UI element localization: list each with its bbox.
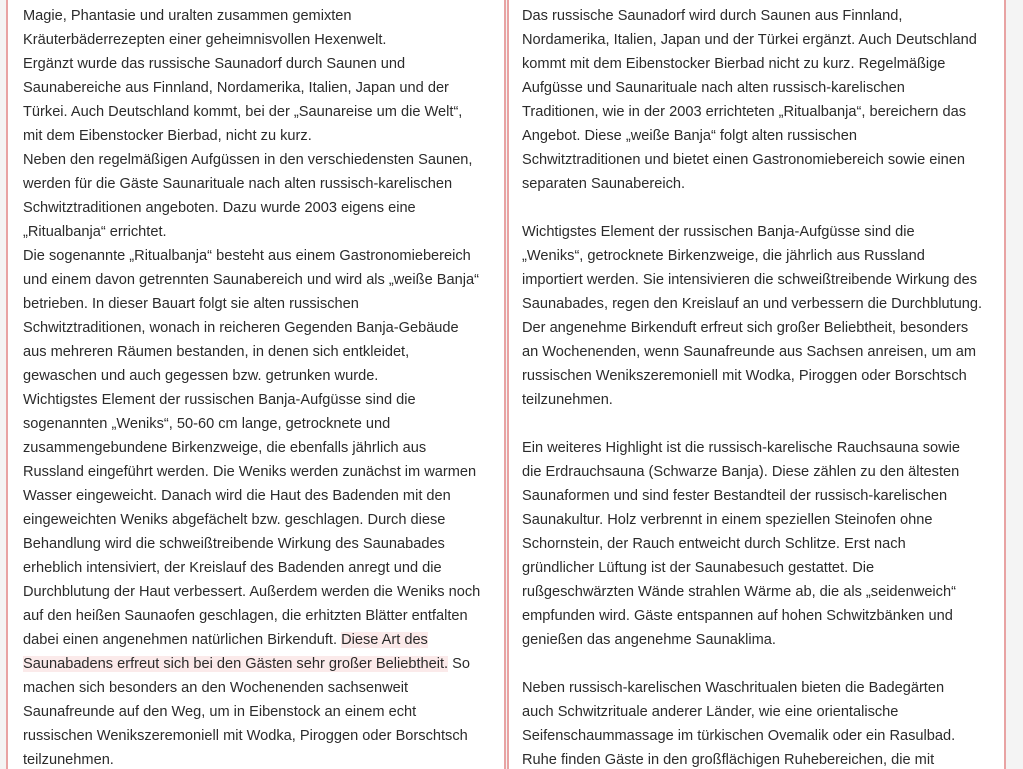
text-line: Wichtigstes Element der russischen Banja-Aufgüsse sind die [23, 392, 416, 408]
text-line: und einem davon getrennten Saunabereich und wird als „weiße Banja“ [23, 272, 479, 288]
text-line: separaten Saunabereich. [522, 176, 686, 192]
text-line: mit dem Eibenstocker Bierbad, nicht zu kurz. [23, 128, 312, 144]
paragraph-gap [522, 412, 982, 436]
text-line: auch Schwitzrituale anderer Länder, wie eine orientalische [522, 704, 899, 720]
text-line: eingeweichten Weniks abgefächelt bzw. geschlagen. Durch diese [23, 512, 446, 528]
text-line: Behandlung wird die schweißtreibende Wirkung des Saunabades [23, 536, 445, 552]
text-line: gründlicher Lüftung ist der Saunabesuch gestattet. Die [522, 560, 875, 576]
text-line: an Wochenenden, wenn Saunafreunde aus Sachsen anreisen, um am [522, 344, 977, 360]
original-text-pane [6, 0, 506, 769]
text-line: Schwitztraditionen und bietet einen Gastronomiebereich sowie einen [522, 152, 965, 168]
paragraph-gap [522, 652, 982, 676]
text-line: Wasser eingeweicht. Danach wird die Haut des Badenden mit den [23, 488, 451, 504]
text-line: Saunabades, regen den Kreislauf an und verbessern die Durchblutung. [522, 296, 983, 312]
text-line: kommt mit dem Eibenstocker Bierbad nicht zu kurz. Regelmäßige [522, 56, 946, 72]
text-line: importiert werden. Sie intensivieren die schweißtreibende Wirkung des [522, 272, 978, 288]
text-line: Schwitztraditionen, wonach in reicheren Gegenden Banja-Gebäude [23, 320, 459, 336]
text-line: betrieben. In dieser Bauart folgt sie alten russischen [23, 296, 359, 312]
highlighted-sentence[interactable]: Diese Art des [341, 632, 428, 648]
text-line: Neben russisch-karelischen Waschritualen bieten die Badegärten [522, 680, 945, 696]
text-line: Türkei. Auch Deutschland kommt, bei der „Saunareise um die Welt“, [23, 104, 463, 120]
text-line: Traditionen, wie in der 2003 errichteten „Ritualbanja“, bereichern das [522, 104, 967, 120]
text-segment: dabei einen angenehmen natürlichen Birkenduft. [23, 632, 342, 648]
text-line: Kräuterbäderrezepten einer geheimnisvollen Hexenwelt. [23, 32, 387, 48]
text-line: Nordamerika, Italien, Japan und der Türkei ergänzt. Auch Deutschland [522, 32, 977, 48]
text-line: genießen das angenehme Saunaklima. [522, 632, 776, 648]
text-line: Saunaformen und sind fester Bestandteil der russisch-karelischen [522, 488, 948, 504]
text-line: Schwitztraditionen angeboten. Dazu wurde 2003 eigens eine [23, 200, 416, 216]
text-line: teilzunehmen. [522, 392, 613, 408]
text-line: Ruhe finden Gäste in den großflächigen Ruhebereichen, die mit [522, 752, 935, 768]
text-line: „Ritualbanja“ errichtet. [23, 224, 167, 240]
text-line: Durchblutung der Haut verbessert. Außerdem werden die Weniks noch [23, 584, 481, 600]
text-line: Aufgüsse und Saunarituale nach alten russisch-karelischen [522, 80, 905, 96]
text-line: werden für die Gäste Saunarituale nach alten russisch-karelischen [23, 176, 453, 192]
text-line: Saunakultur. Holz verbrennt in einem speziellen Steinofen ohne [522, 512, 933, 528]
text-line: erheblich intensiviert, der Kreislauf des Badenden anregt und die [23, 560, 442, 576]
original-text[interactable] [23, 4, 480, 769]
text-line: Saunafreunde auf den Weg, um in Eibenstock an einem echt [23, 704, 417, 720]
paragraph-gap [522, 196, 982, 220]
text-line: Magie, Phantasie und uralten zusammen gemixten [23, 8, 352, 24]
text-line: aus mehreren Räumen bestanden, in denen sich entkleidet, [23, 344, 410, 360]
text-line: „Weniks“, getrocknete Birkenzweige, die jährlich aus Russland [522, 248, 925, 264]
text-line: Russland eingeführt werden. Die Weniks werden zunächst im warmen [23, 464, 477, 480]
text-line: Seifenschaummassage im türkischen Ovemalik oder ein Rasulbad. [522, 728, 956, 744]
text-line: Wichtigstes Element der russischen Banja-Aufgüsse sind die [522, 224, 915, 240]
text-line: teilzunehmen. [23, 752, 114, 768]
text-line: Die sogenannte „Ritualbanja“ besteht aus einem Gastronomiebereich [23, 248, 471, 264]
text-line: sogenannten „Weniks“, 50-60 cm lange, getrocknete und [23, 416, 391, 432]
text-line: Ergänzt wurde das russische Saunadorf durch Saunen und [23, 56, 406, 72]
text-line: russischen Wenikszeremoniell mit Wodka, Piroggen oder Borschtsch [23, 728, 468, 744]
text-line: zusammengebundene Birkenzweige, die ebenfalls jährlich aus [23, 440, 427, 456]
text-line: Angebot. Diese „weiße Banja“ folgt alten russischen [522, 128, 858, 144]
text-segment: So [448, 656, 471, 672]
text-line: Neben den regelmäßigen Aufgüssen in den verschiedensten Saunen, [23, 152, 473, 168]
text-line: machen sich besonders an den Wochenenden sachsenweit [23, 680, 409, 696]
text-line [23, 652, 480, 676]
text-line: Der angenehme Birkenduft erfreut sich großer Beliebtheit, besonders [522, 320, 969, 336]
text-line: Schornstein, der Rauch entweicht durch Schlitze. Erst nach [522, 536, 906, 552]
text-line: Ein weiteres Highlight ist die russisch-karelische Rauchsauna sowie [522, 440, 961, 456]
text-line: Saunabereiche aus Finnland, Nordamerika, Italien, Japan und der [23, 80, 449, 96]
text-line: die Erdrauchsauna (Schwarze Banja). Diese zählen zu den ältesten [522, 464, 960, 480]
rewritten-text-pane [507, 0, 1006, 769]
text-line: rußgeschwärzten Wände strahlen Wärme ab, die als „seidenweich“ [522, 584, 956, 600]
rewritten-text[interactable] [522, 4, 982, 769]
text-line [23, 628, 480, 652]
text-line: russischen Wenikszeremoniell mit Wodka, Piroggen oder Borschtsch [522, 368, 967, 384]
text-line: empfunden wird. Gäste entspannen auf hohen Schwitzbänken und [522, 608, 953, 624]
highlighted-sentence[interactable]: Saunabadens erfreut sich bei den Gästen sehr großer Beliebtheit. [23, 656, 449, 672]
text-line: auf den heißen Saunaofen geschlagen, die erhitzten Blätter entfalten [23, 608, 468, 624]
text-line: Das russische Saunadorf wird durch Saunen aus Finnland, [522, 8, 903, 24]
text-line: gewaschen und auch gegessen bzw. getrunken wurde. [23, 368, 379, 384]
